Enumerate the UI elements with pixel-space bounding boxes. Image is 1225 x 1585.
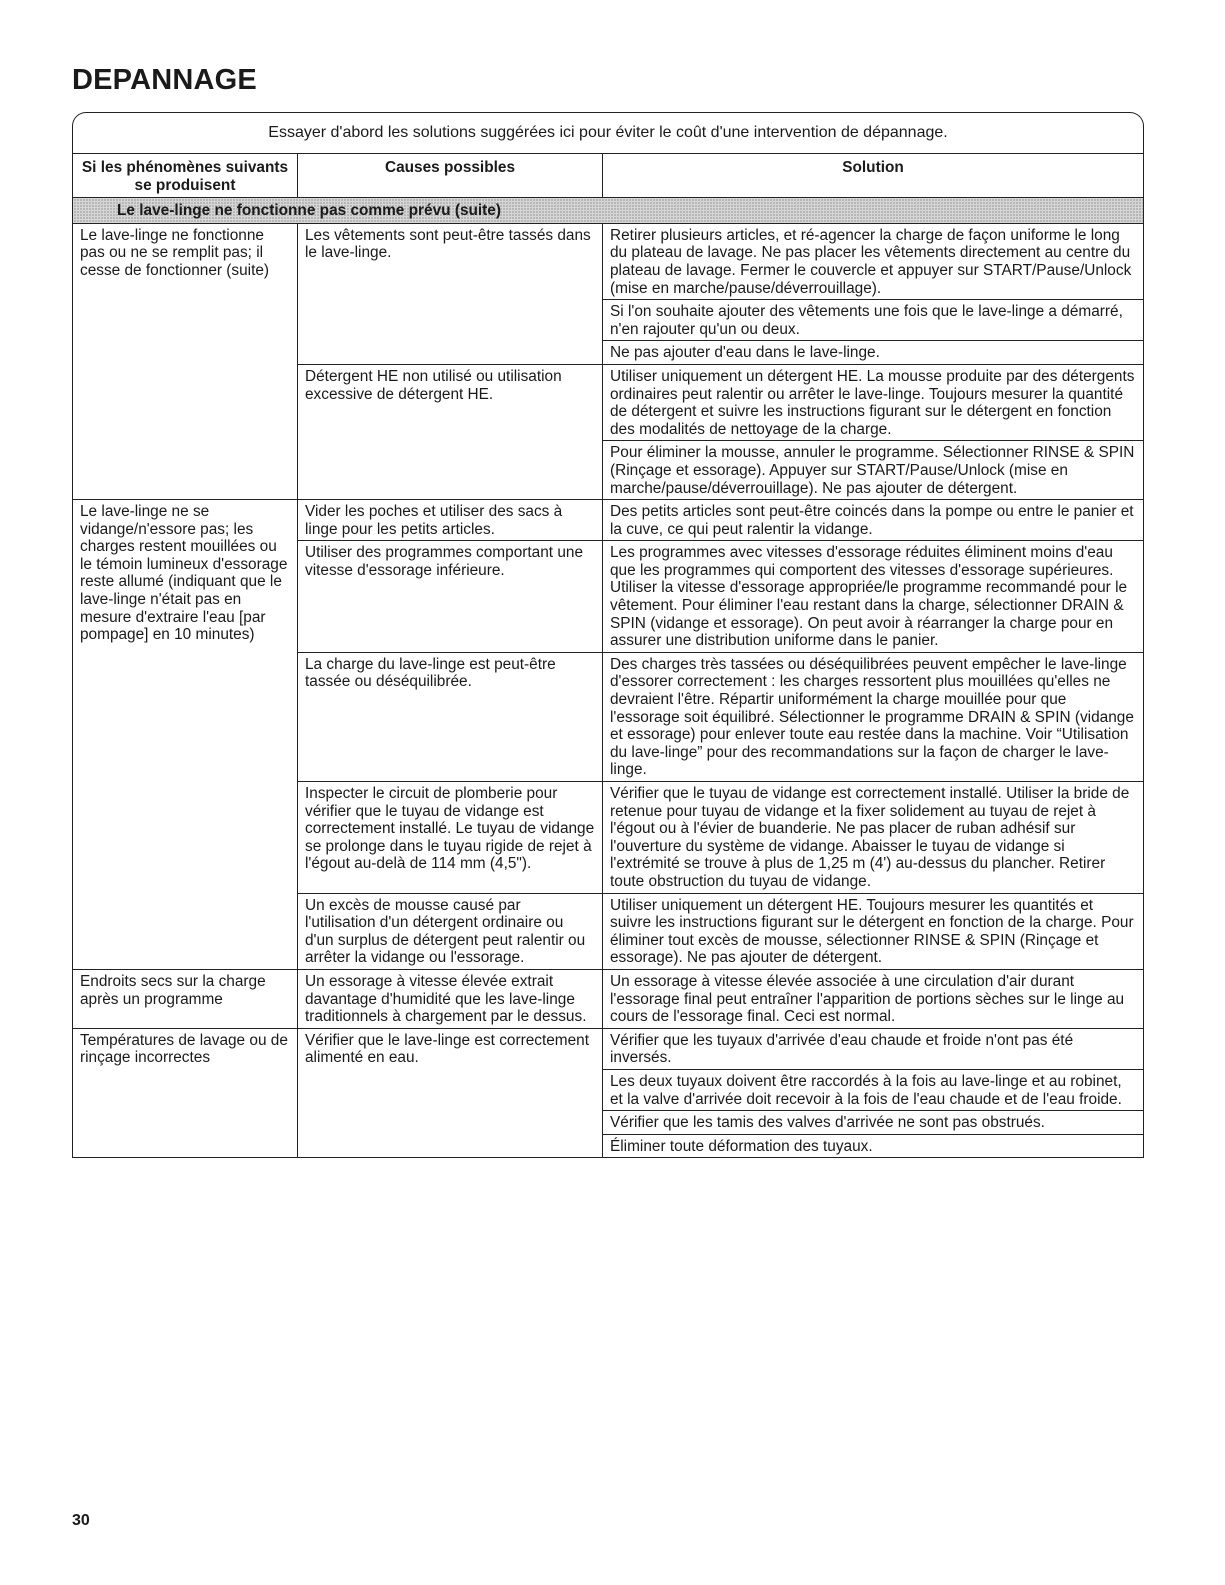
solution-cell: Utiliser uniquement un détergent HE. Toujours mesurer les quantités et suivre les instructions figurant sur le détergent en fonction de la charge. Pour éliminer tout excès de mousse, sélectionner RINSE & SPIN (Rinçage et essorage). Ne pas ajouter de détergent.	[603, 893, 1144, 969]
table-row	[73, 1028, 1144, 1069]
cause-cell: Détergent HE non utilisé ou utilisation excessive de détergent HE.	[298, 364, 603, 499]
troubleshooting-table	[72, 153, 1144, 1158]
symptom-cell: Le lave-linge ne se vidange/n'essore pas; les charges restent mouillées ou le témoin lumineux d'essorage reste allumé (indiquant que le lave-linge n'était pas en mesure d'extraire l'eau [par pompage] en 10 minutes)	[73, 500, 298, 970]
solution-cell: Vérifier que les tamis des valves d'arrivée ne sont pas obstrués.	[603, 1111, 1144, 1135]
section-title: Le lave-linge ne fonctionne pas comme prévu (suite)	[73, 198, 1144, 224]
table-row	[73, 223, 1144, 299]
solution-cell: Retirer plusieurs articles, et ré-agencer la charge de façon uniforme le long du plateau de lavage. Ne pas placer les vêtements directement au centre du plateau de lavage. Fermer le couvercle et appuyer sur START/Pause/Unlock (mise en marche/pause/déverrouillage).	[603, 223, 1144, 299]
solution-cell: Utiliser uniquement un détergent HE. La mousse produite par des détergents ordinaires peut ralentir ou arrêter le lave-linge. Toujours mesurer la quantité de détergent et suivre les instructions figurant sur le détergent en fonction des modalités de nettoyage de la charge.	[603, 364, 1144, 440]
solution-cell: Des charges très tassées ou déséquilibrées peuvent empêcher le lave-linge d'essorer correctement : les charges ressortent plus mouillées qu'elles ne devraient l'être. Répartir uniformément la charge mouillée pour que l'essorage soit équilibré. Sélectionner le programme DRAIN & SPIN (vidange et essorage) pour enlever toute eau restée dans la machine. Voir “Utilisation du lave-linge” pour des recommandations sur la façon de charger le lave-linge.	[603, 652, 1144, 781]
cause-cell: Vérifier que le lave-linge est correctement alimenté en eau.	[298, 1028, 603, 1158]
symptom-cell: Endroits secs sur la charge après un programme	[73, 969, 298, 1028]
solution-cell: Les deux tuyaux doivent être raccordés à la fois au lave-linge et au robinet, et la valve d'arrivée doit recevoir à la fois de l'eau chaude et de l'eau froide.	[603, 1069, 1144, 1110]
solution-cell: Pour éliminer la mousse, annuler le programme. Sélectionner RINSE & SPIN (Rinçage et essorage). Appuyer sur START/Pause/Unlock (mise en marche/pause/déverrouillage). Ne pas ajouter de détergent.	[603, 441, 1144, 500]
cause-cell: Vider les poches et utiliser des sacs à linge pour les petits articles.	[298, 500, 603, 541]
solution-cell: Éliminer toute déformation des tuyaux.	[603, 1134, 1144, 1158]
cause-cell: Les vêtements sont peut-être tassés dans le lave-linge.	[298, 223, 603, 364]
solution-cell: Un essorage à vitesse élevée associée à une circulation d'air durant l'essorage final peut entraîner l'apparition de portions sèches sur le linge au cours de l'essorage final. Ceci est normal.	[603, 969, 1144, 1028]
cause-cell: La charge du lave-linge est peut-être tassée ou déséquilibrée.	[298, 652, 603, 781]
intro-banner	[72, 112, 1144, 154]
cause-cell: Un essorage à vitesse élevée extrait davantage d'humidité que les lave-linge traditionnels à chargement par le dessus.	[298, 969, 603, 1028]
table-body	[73, 198, 1144, 1158]
header-solution: Solution	[603, 154, 1144, 198]
header-symptoms: Si les phénomènes suivants se produisent	[73, 154, 298, 198]
cause-cell: Un excès de mousse causé par l'utilisation d'un détergent ordinaire ou d'un surplus de détergent peut ralentir ou arrêter la vidange ou l'essorage.	[298, 893, 603, 969]
solution-cell: Vérifier que le tuyau de vidange est correctement installé. Utiliser la bride de retenue pour tuyau de vidange et la fixer solidement au tuyau de rejet à l'égout ou à l'évier de buanderie. Ne pas placer de ruban adhésif sur l'ouverture du système de vidange. Abaisser le tuyau de vidange si l'extrémité se trouve à plus de 1,25 m (4') au-dessus du plancher. Retirer toute obstruction du tuyau de vidange.	[603, 782, 1144, 894]
solution-cell: Des petits articles sont peut-être coincés dans la pompe ou entre le panier et la cuve, ce qui peut ralentir la vidange.	[603, 500, 1144, 541]
solution-cell: Si l'on souhaite ajouter des vêtements une fois que le lave-linge a démarré, n'en rajouter qu'un ou deux.	[603, 300, 1144, 341]
header-causes: Causes possibles	[298, 154, 603, 198]
cause-cell: Utiliser des programmes comportant une vitesse d'essorage inférieure.	[298, 541, 603, 653]
page-title: DEPANNAGE	[72, 64, 257, 96]
symptom-cell: Le lave-linge ne fonctionne pas ou ne se remplit pas; il cesse de fonctionner (suite)	[73, 223, 298, 499]
section-row	[73, 198, 1144, 224]
symptom-cell: Températures de lavage ou de rinçage incorrectes	[73, 1028, 298, 1158]
table-row	[73, 500, 1144, 541]
table-header-row	[73, 154, 1144, 198]
solution-cell: Ne pas ajouter d'eau dans le lave-linge.	[603, 341, 1144, 365]
page-number: 30	[72, 1512, 90, 1529]
cause-cell: Inspecter le circuit de plomberie pour vérifier que le tuyau de vidange est correctement installé. Le tuyau de vidange se prolonge dans le tuyau rigide de rejet à l'égout au-delà de 114 mm (4,5").	[298, 782, 603, 894]
table-row	[73, 969, 1144, 1028]
intro-text: Essayer d'abord les solutions suggérées ici pour éviter le coût d'une intervention de dépannage.	[268, 124, 948, 141]
solution-cell: Vérifier que les tuyaux d'arrivée d'eau chaude et froide n'ont pas été inversés.	[603, 1028, 1144, 1069]
solution-cell: Les programmes avec vitesses d'essorage réduites éliminent moins d'eau que les programmes qui comportent des vitesses d'essorage supérieures. Utiliser la vitesse d'essorage appropriée/le programme recommandé pour le vêtement. Pour éliminer l'eau restant dans la charge, sélectionner DRAIN & SPIN (vidange et essorage). On peut avoir à réarranger la charge pour en assurer une distribution uniforme dans le panier.	[603, 541, 1144, 653]
